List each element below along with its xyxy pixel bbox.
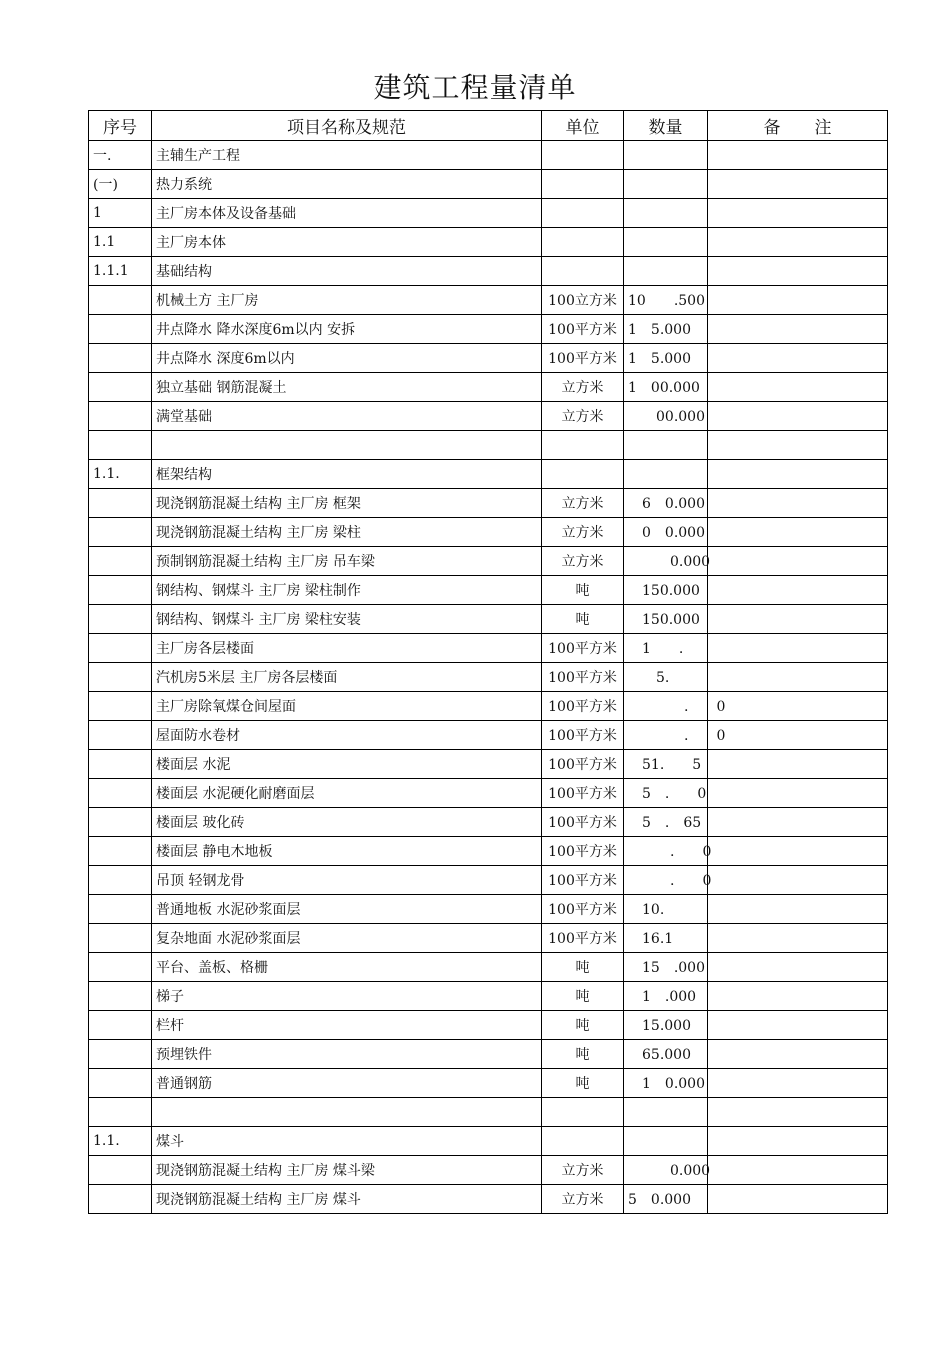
row-unit-cell: 100立方米 [542,286,624,315]
row-name-cell: 煤斗 [152,1127,542,1156]
row-name-cell [152,431,542,460]
row-unit-cell: 100平方米 [542,924,624,953]
row-name-cell: 井点降水 深度6m以内 [152,344,542,373]
row-unit-cell: 100平方米 [542,837,624,866]
table-row [89,489,888,518]
row-name-cell: 梯子 [152,982,542,1011]
row-note-cell [708,895,888,924]
row-unit-cell: 立方米 [542,402,624,431]
row-unit-cell [542,170,624,199]
row-note-cell [708,576,888,605]
row-qty-cell: 0.000 [624,547,708,576]
row-name-cell: 满堂基础 [152,402,542,431]
row-name-cell: 栏杆 [152,1011,542,1040]
table-row [89,692,888,721]
row-unit-cell: 吨 [542,1011,624,1040]
table-row [89,808,888,837]
table-row [89,170,888,199]
header-unit: 单位 [542,111,624,141]
row-qty-cell: 16.1 [624,924,708,953]
row-qty-cell: 1 5.000 [624,344,708,373]
table-row [89,1069,888,1098]
row-note-cell [708,257,888,286]
row-name-cell: 现浇钢筋混凝土结构 主厂房 煤斗梁 [152,1156,542,1185]
row-name-cell: 楼面层 水泥 [152,750,542,779]
row-unit-cell: 100平方米 [542,750,624,779]
row-name-cell: 框架结构 [152,460,542,489]
table-row [89,576,888,605]
row-seq-cell: 1.1 [89,228,152,257]
row-note-cell [708,1040,888,1069]
row-note-cell [708,605,888,634]
row-qty-cell: 10 .500 [624,286,708,315]
row-note-cell [708,663,888,692]
row-note-cell [708,692,888,721]
table-row [89,460,888,489]
row-note-cell [708,431,888,460]
row-note-cell [708,953,888,982]
row-note-cell [708,924,888,953]
quantity-table [88,110,888,1214]
row-seq-cell [89,982,152,1011]
row-name-cell: 钢结构、钢煤斗 主厂房 梁柱安装 [152,605,542,634]
row-seq-cell [89,663,152,692]
row-note-cell [708,286,888,315]
row-unit-cell [542,257,624,286]
table-row [89,1011,888,1040]
row-seq-cell [89,837,152,866]
row-unit-cell: 100平方米 [542,779,624,808]
row-unit-cell: 100平方米 [542,866,624,895]
row-qty-cell: 5 . 65 [624,808,708,837]
row-note-cell [708,750,888,779]
row-unit-cell [542,431,624,460]
row-note-cell [708,837,888,866]
row-note-cell [708,1098,888,1127]
row-unit-cell [542,1127,624,1156]
row-seq-cell [89,1069,152,1098]
row-seq-cell: 1.1. [89,460,152,489]
table-row [89,1040,888,1069]
row-qty-cell: 10. [624,895,708,924]
row-name-cell: 预埋铁件 [152,1040,542,1069]
row-note-cell [708,1011,888,1040]
row-name-cell: 独立基础 钢筋混凝土 [152,373,542,402]
row-seq-cell [89,808,152,837]
row-qty-cell [624,431,708,460]
row-seq-cell [89,750,152,779]
row-qty-cell: . 0 [624,692,708,721]
row-name-cell: 现浇钢筋混凝土结构 主厂房 框架 [152,489,542,518]
row-qty-cell: 51. 5 [624,750,708,779]
row-unit-cell: 立方米 [542,1185,624,1214]
row-qty-cell: 5 . 0 [624,779,708,808]
row-qty-cell: 0.000 [624,1156,708,1185]
row-unit-cell: 立方米 [542,373,624,402]
row-note-cell [708,1069,888,1098]
row-name-cell: 吊顶 轻钢龙骨 [152,866,542,895]
table-row [89,141,888,170]
row-seq-cell [89,1040,152,1069]
row-seq-cell [89,692,152,721]
row-qty-cell: 00.000 [624,402,708,431]
row-seq-cell: (一) [89,170,152,199]
table-body [89,141,888,1214]
row-qty-cell: 5. [624,663,708,692]
row-note-cell [708,634,888,663]
row-note-cell [708,344,888,373]
row-unit-cell: 100平方米 [542,895,624,924]
row-seq-cell: 1 [89,199,152,228]
row-name-cell: 楼面层 水泥硬化耐磨面层 [152,779,542,808]
table-row [89,547,888,576]
row-unit-cell: 吨 [542,576,624,605]
row-note-cell [708,199,888,228]
row-qty-cell: 1 0.000 [624,1069,708,1098]
row-qty-cell [624,141,708,170]
row-seq-cell [89,924,152,953]
table-row [89,315,888,344]
row-name-cell: 主厂房各层楼面 [152,634,542,663]
row-note-cell [708,866,888,895]
row-unit-cell: 100平方米 [542,721,624,750]
row-name-cell: 普通钢筋 [152,1069,542,1098]
row-qty-cell: 1 5.000 [624,315,708,344]
row-note-cell [708,373,888,402]
row-seq-cell [89,1185,152,1214]
row-note-cell [708,402,888,431]
row-seq-cell [89,344,152,373]
row-unit-cell: 100平方米 [542,808,624,837]
row-name-cell: 现浇钢筋混凝土结构 主厂房 煤斗 [152,1185,542,1214]
row-name-cell: 平台、盖板、格栅 [152,953,542,982]
row-name-cell: 钢结构、钢煤斗 主厂房 梁柱制作 [152,576,542,605]
row-seq-cell [89,286,152,315]
row-note-cell [708,518,888,547]
row-note-cell [708,982,888,1011]
row-name-cell [152,1098,542,1127]
row-unit-cell [542,199,624,228]
row-unit-cell: 吨 [542,605,624,634]
table-row [89,982,888,1011]
table-row [89,779,888,808]
row-qty-cell: . 0 [624,721,708,750]
row-name-cell: 复杂地面 水泥砂浆面层 [152,924,542,953]
row-qty-cell [624,257,708,286]
row-seq-cell [89,1098,152,1127]
table-row [89,1098,888,1127]
row-seq-cell [89,721,152,750]
row-name-cell: 屋面防水卷材 [152,721,542,750]
row-unit-cell: 立方米 [542,518,624,547]
row-qty-cell: 150.000 [624,576,708,605]
table-row [89,953,888,982]
row-name-cell: 普通地板 水泥砂浆面层 [152,895,542,924]
row-seq-cell [89,518,152,547]
row-seq-cell [89,431,152,460]
row-seq-cell: 一. [89,141,152,170]
header-name: 项目名称及规范 [152,111,542,141]
row-seq-cell [89,402,152,431]
row-unit-cell: 立方米 [542,489,624,518]
row-unit-cell: 100平方米 [542,663,624,692]
row-unit-cell: 吨 [542,1069,624,1098]
table-row [89,228,888,257]
table-row [89,750,888,779]
row-unit-cell: 吨 [542,1040,624,1069]
row-unit-cell [542,1098,624,1127]
row-name-cell: 主厂房本体 [152,228,542,257]
row-qty-cell [624,199,708,228]
table-row [89,257,888,286]
row-seq-cell: 1.1.1 [89,257,152,286]
row-note-cell [708,141,888,170]
table-row [89,837,888,866]
row-qty-cell [624,460,708,489]
row-seq-cell [89,953,152,982]
row-seq-cell [89,895,152,924]
row-note-cell [708,460,888,489]
row-unit-cell: 立方米 [542,547,624,576]
row-qty-cell [624,1098,708,1127]
row-seq-cell [89,315,152,344]
table-row [89,721,888,750]
table-header-row [89,111,888,141]
table-row [89,605,888,634]
header-seq: 序号 [89,111,152,141]
row-seq-cell [89,373,152,402]
document-title: 建筑工程量清单 [373,71,577,104]
table-row [89,286,888,315]
row-name-cell: 楼面层 静电木地板 [152,837,542,866]
row-qty-cell: 15 .000 [624,953,708,982]
row-name-cell: 主厂房除氧煤仓间屋面 [152,692,542,721]
table-row [89,518,888,547]
header-qty: 数量 [624,111,708,141]
row-seq-cell [89,1011,152,1040]
row-name-cell: 机械土方 主厂房 [152,286,542,315]
row-name-cell: 主辅生产工程 [152,141,542,170]
row-name-cell: 基础结构 [152,257,542,286]
row-seq-cell [89,576,152,605]
row-note-cell [708,547,888,576]
table-row [89,1156,888,1185]
table-row [89,344,888,373]
row-note-cell [708,1185,888,1214]
row-seq-cell [89,779,152,808]
row-name-cell: 汽机房5米层 主厂房各层楼面 [152,663,542,692]
row-qty-cell [624,228,708,257]
row-name-cell: 井点降水 降水深度6m以内 安拆 [152,315,542,344]
table-row [89,431,888,460]
table-row [89,634,888,663]
row-seq-cell [89,1156,152,1185]
row-note-cell [708,170,888,199]
row-qty-cell: . 0 [624,866,708,895]
row-unit-cell: 立方米 [542,1156,624,1185]
header-note: 备 注 [708,111,888,141]
row-unit-cell [542,141,624,170]
row-unit-cell: 吨 [542,982,624,1011]
row-name-cell: 主厂房本体及设备基础 [152,199,542,228]
row-seq-cell [89,866,152,895]
row-name-cell: 楼面层 玻化砖 [152,808,542,837]
row-name-cell: 预制钢筋混凝土结构 主厂房 吊车梁 [152,547,542,576]
table-row [89,373,888,402]
row-name-cell: 热力系统 [152,170,542,199]
table-row [89,895,888,924]
row-note-cell [708,1127,888,1156]
row-seq-cell [89,489,152,518]
row-seq-cell [89,547,152,576]
row-unit-cell: 100平方米 [542,344,624,373]
row-qty-cell [624,170,708,199]
row-qty-cell: 1 .000 [624,982,708,1011]
row-note-cell [708,489,888,518]
row-qty-cell: 1 . [624,634,708,663]
row-seq-cell [89,605,152,634]
row-qty-cell [624,1127,708,1156]
row-qty-cell: 6 0.000 [624,489,708,518]
row-note-cell [708,1156,888,1185]
row-qty-cell: 65.000 [624,1040,708,1069]
row-unit-cell [542,460,624,489]
row-qty-cell: . 0 [624,837,708,866]
row-note-cell [708,721,888,750]
row-unit-cell: 100平方米 [542,634,624,663]
row-name-cell: 现浇钢筋混凝土结构 主厂房 梁柱 [152,518,542,547]
row-unit-cell: 100平方米 [542,692,624,721]
row-qty-cell: 5 0.000 [624,1185,708,1214]
row-unit-cell: 100平方米 [542,315,624,344]
row-qty-cell: 150.000 [624,605,708,634]
table-row [89,866,888,895]
table-row [89,402,888,431]
row-note-cell [708,228,888,257]
table-row [89,924,888,953]
row-seq-cell [89,634,152,663]
table-row [89,1185,888,1214]
row-qty-cell: 15.000 [624,1011,708,1040]
row-seq-cell: 1.1. [89,1127,152,1156]
row-unit-cell [542,228,624,257]
row-qty-cell: 0 0.000 [624,518,708,547]
row-unit-cell: 吨 [542,953,624,982]
table-row [89,1127,888,1156]
row-note-cell [708,315,888,344]
table-row [89,199,888,228]
row-note-cell [708,779,888,808]
row-qty-cell: 1 00.000 [624,373,708,402]
row-note-cell [708,808,888,837]
table-row [89,663,888,692]
